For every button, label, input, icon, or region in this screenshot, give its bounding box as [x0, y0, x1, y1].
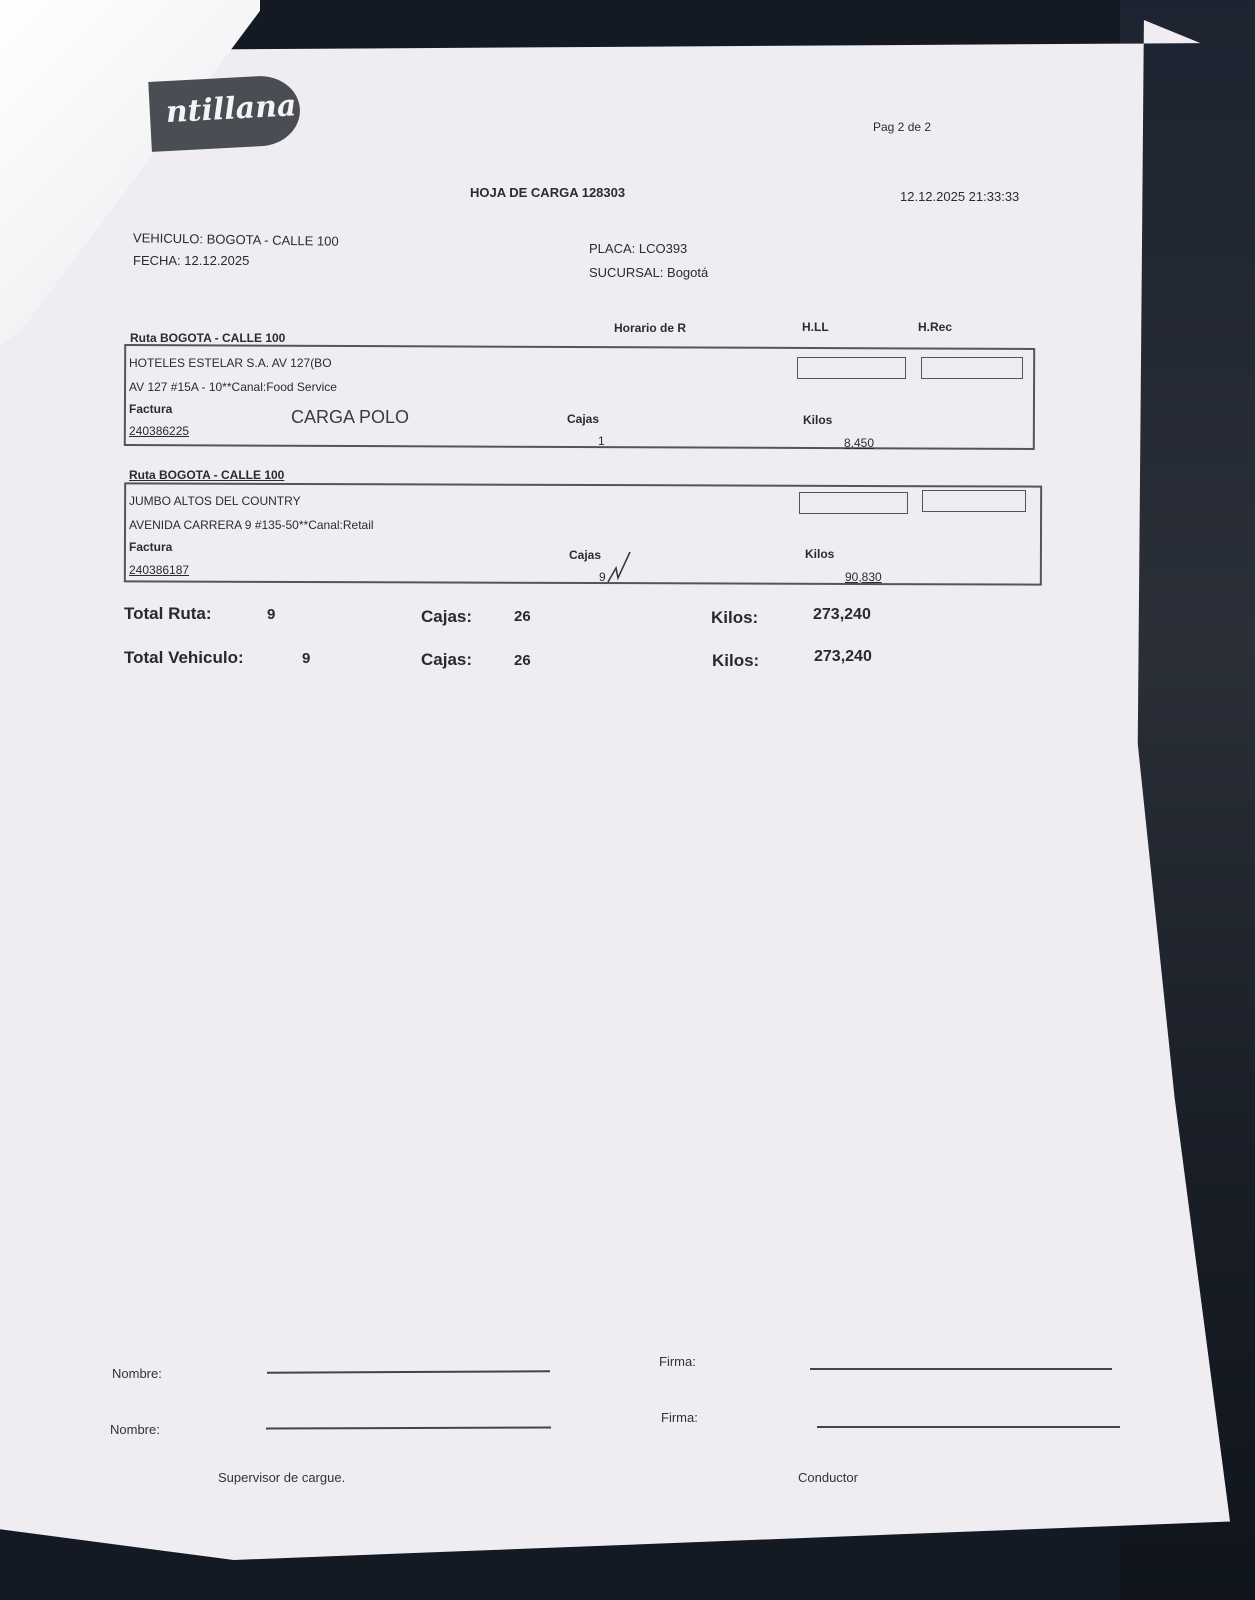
- route-total-count: 9: [267, 606, 276, 623]
- kilos-label: Kilos: [803, 413, 833, 427]
- company-logo: [148, 74, 301, 152]
- route-kilos-label: Kilos:: [711, 608, 759, 627]
- supervisor-label: Supervisor de cargue.: [218, 1470, 346, 1485]
- schedule-header: Horario de R: [614, 321, 687, 335]
- invoice-label: Factura: [129, 402, 173, 416]
- signature-line: [817, 1426, 1120, 1428]
- boxes-value: 9: [599, 570, 606, 584]
- invoice-label: Factura: [129, 540, 173, 554]
- name-label: Nombre:: [112, 1366, 162, 1381]
- route-kilos-total: 273,240: [813, 606, 871, 623]
- vehicle-kilos-total: 273,240: [814, 648, 872, 665]
- route-name: Ruta BOGOTA - CALLE 100: [129, 468, 285, 482]
- name-signature-line: [266, 1427, 551, 1429]
- hll-header: H.LL: [802, 320, 829, 334]
- vehicle-kilos-label: Kilos:: [712, 651, 760, 670]
- hll-field: [797, 357, 906, 379]
- vehicle-boxes-label: Cajas:: [421, 650, 473, 669]
- document-datetime: 12.12.2025 21:33:33: [900, 189, 1020, 204]
- kilos-label: Kilos: [805, 547, 835, 561]
- logo-text: ntillana: [164, 88, 298, 131]
- signature-label: Firma:: [659, 1354, 696, 1369]
- signature-label: Firma:: [661, 1410, 698, 1425]
- hrec-field: [922, 490, 1026, 512]
- route-total-label: Total Ruta:: [124, 604, 212, 623]
- boxes-value: 1: [598, 434, 605, 448]
- plate-label: PLACA: LCO393: [589, 241, 688, 256]
- driver-label: Conductor: [798, 1470, 858, 1485]
- kilos-value: 90,830: [845, 570, 882, 584]
- vehicle-total-label: Total Vehiculo:: [124, 648, 244, 667]
- route-boxes-total: 26: [514, 608, 531, 625]
- invoice-number: 240386187: [129, 563, 190, 577]
- client-address: AVENIDA CARRERA 9 #135-50**Canal:Retail: [129, 518, 374, 532]
- vehicle-boxes-total: 26: [514, 652, 531, 669]
- date-label: FECHA: 12.12.2025: [133, 253, 250, 268]
- name-signature-line: [267, 1370, 550, 1373]
- vehicle-label: VEHICULO: BOGOTA - CALLE 100: [132, 230, 339, 249]
- branch-label: SUCURSAL: Bogotá: [589, 265, 709, 280]
- client-name: HOTELES ESTELAR S.A. AV 127(BO: [129, 356, 332, 370]
- hll-field: [799, 492, 908, 514]
- document-title: HOJA DE CARGA 128303: [470, 185, 626, 200]
- route-boxes-label: Cajas:: [421, 607, 473, 626]
- check-mark-icon: [604, 550, 634, 586]
- hrec-field: [921, 357, 1023, 379]
- kilos-value: 8,450: [844, 436, 875, 450]
- boxes-label: Cajas: [569, 548, 602, 562]
- page-number: Pag 2 de 2: [873, 120, 932, 134]
- client-name: JUMBO ALTOS DEL COUNTRY: [129, 494, 301, 508]
- boxes-label: Cajas: [567, 412, 600, 426]
- name-label: Nombre:: [110, 1422, 160, 1437]
- vehicle-total-count: 9: [302, 650, 311, 667]
- signature-line: [810, 1368, 1112, 1370]
- invoice-number: 240386225: [129, 424, 190, 438]
- route-name: Ruta BOGOTA - CALLE 100: [130, 331, 286, 345]
- client-address: AV 127 #15A - 10**Canal:Food Service: [129, 380, 337, 394]
- hrec-header: H.Rec: [918, 320, 953, 334]
- load-note: CARGA POLO: [291, 407, 410, 427]
